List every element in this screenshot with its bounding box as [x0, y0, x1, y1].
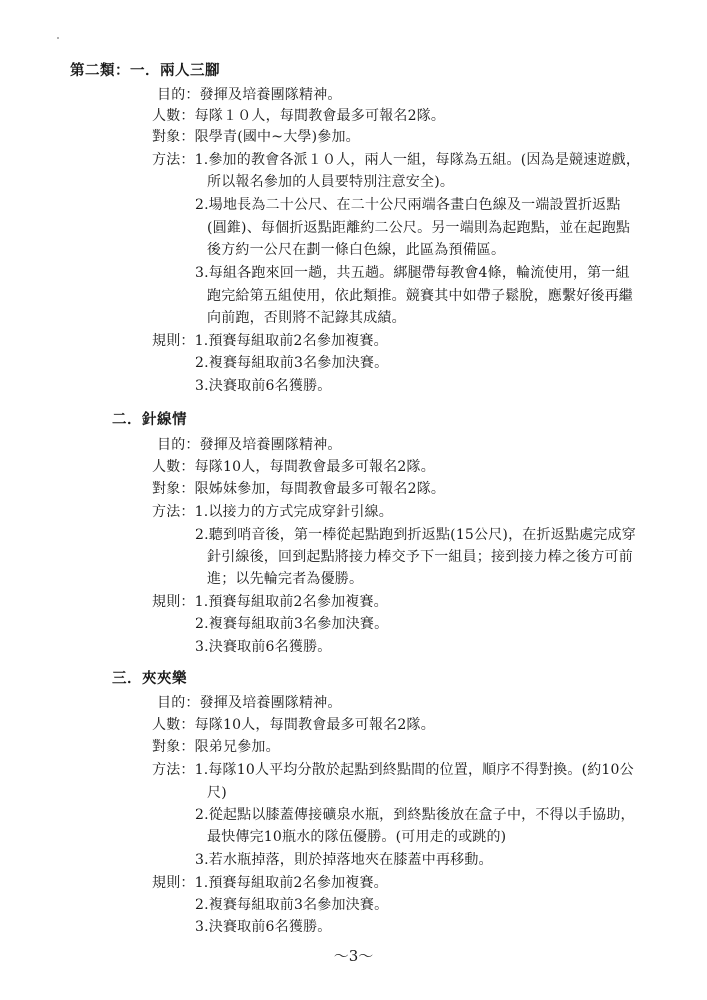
method-item-2-cont-1: (圓錐)、每個折返點距離約二公尺。另一端則為起跑點，並在起跑點 — [207, 220, 631, 236]
method-item-1-cont: 尺) — [207, 785, 227, 801]
method-item-3-cont-2: 向前跑，否則將不記錄其成績。 — [207, 310, 406, 326]
rules-item-1: 規則：1.預賽每組取前2名參加複賽。 — [152, 333, 388, 349]
participants-line: 人數：每隊10人，每間教會最多可報名2隊。 — [152, 459, 435, 475]
method-item-2-cont-2: 後方約一公尺在劃一條白色線，此區為預備區。 — [207, 242, 506, 258]
section-heading-two-person-three-leg: 第二類：一．兩人三腳 — [70, 63, 220, 79]
participants-line: 人數：每隊10人，每間教會最多可報名2隊。 — [152, 717, 435, 733]
rules-item-3: 3.決賽取前6名獲勝。 — [195, 639, 332, 655]
purpose-line: 目的：發揮及培養團隊精神。 — [157, 695, 342, 711]
eligibility-line: 對象：限弟兄參加。 — [152, 739, 280, 755]
method-item-1: 方法：1.參加的教會各派１０人，兩人一組，每隊為五組。(因為是競速遊戲， — [152, 152, 641, 168]
method-item-1: 方法：1.每隊10人平均分散於起點到終點間的位置，順序不得對換。(約10公 — [152, 762, 634, 778]
method-item-2-cont-1: 針引線後，回到起點將接力棒交予下一組員；接到接力棒之後方可前 — [207, 549, 633, 565]
page-number: ～3～ — [333, 947, 374, 965]
eligibility-line: 對象：限學青(國中~大學)參加。 — [152, 129, 360, 145]
method-item-3: 3.若水瓶掉落，則於掉落地夾在膝蓋中再移動。 — [195, 852, 493, 868]
section-heading-needle-thread: 二．針線情 — [112, 412, 187, 428]
method-item-1-cont: 所以報名參加的人員要特別注意安全)。 — [207, 174, 455, 190]
method-item-2: 2.從起點以膝蓋傳接礦泉水瓶，到終點後放在盒子中，不得以手協助， — [195, 807, 635, 823]
rules-item-2: 2.複賽每組取前3名參加決賽。 — [195, 616, 389, 632]
rules-item-2: 2.複賽每組取前3名參加決賽。 — [195, 897, 389, 913]
method-item-1: 方法：1.以接力的方式完成穿針引線。 — [152, 504, 393, 520]
method-item-2-cont: 最快傳完10瓶水的隊伍優勝。(可用走的或跳的) — [207, 829, 507, 845]
participants-line: 人數：每隊１０人，每間教會最多可報名2隊。 — [152, 108, 446, 124]
rules-item-3: 3.決賽取前6名獲勝。 — [195, 919, 332, 935]
method-item-2: 2.聽到哨音後，第一棒從起點跑到折返點(15公尺)，在折返點處完成穿 — [195, 527, 636, 543]
rules-item-3: 3.決賽取前6名獲勝。 — [195, 378, 332, 394]
method-item-3-cont-1: 跑完給第五組使用，依此類推。競賽其中如帶子鬆脫，應繫好後再繼 — [207, 288, 633, 304]
purpose-line: 目的：發揮及培養團隊精神。 — [157, 87, 342, 103]
method-item-3: 3.每組各跑來回一趟，共五趟。綁腿帶每教會4條，輪流使用，第一組 — [195, 265, 630, 281]
rules-item-1: 規則：1.預賽每組取前2名參加複賽。 — [152, 875, 388, 891]
rules-item-2: 2.複賽每組取前3名參加決賽。 — [195, 355, 389, 371]
scan-speck — [57, 37, 59, 39]
section-heading-clip-clip-fun: 三．夾夾樂 — [112, 671, 187, 687]
method-item-2-cont-2: 進；以先輪完者為優勝。 — [207, 571, 364, 587]
rules-item-1: 規則：1.預賽每組取前2名參加複賽。 — [152, 594, 388, 610]
eligibility-line: 對象：限姊妹參加，每間教會最多可報名2隊。 — [152, 481, 446, 497]
purpose-line: 目的：發揮及培養團隊精神。 — [157, 437, 342, 453]
method-item-2: 2.場地長為二十公尺、在二十公尺兩端各畫白色線及一端設置折返點 — [195, 197, 621, 213]
